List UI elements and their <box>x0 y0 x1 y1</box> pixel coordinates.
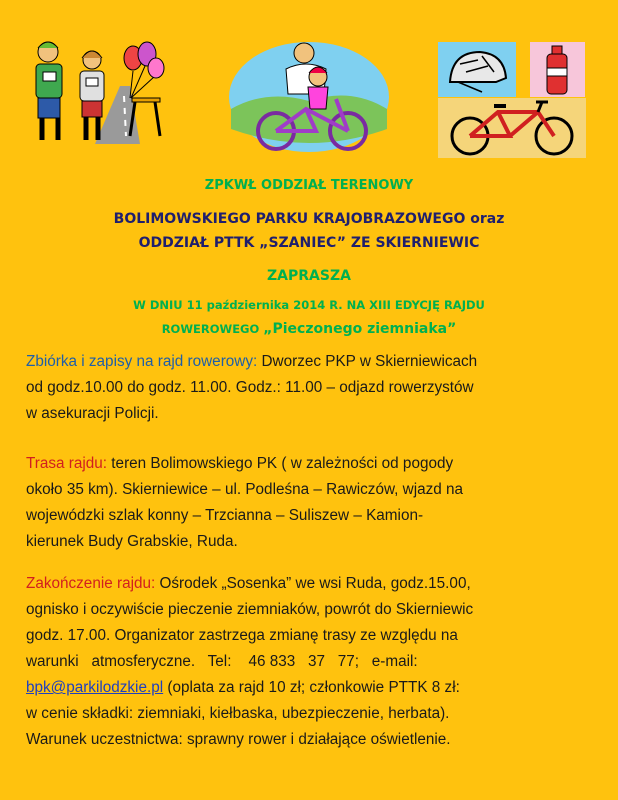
ending-text-7: Warunek uczestnictwa: sprawny rower i działające oświetlenie. <box>26 731 451 748</box>
route-text-2: około 35 km). Skierniewice – ul. Podleśna – Rawiczów, wjazd na <box>26 481 464 498</box>
invitation-heading: ZAPRASZA <box>267 268 351 284</box>
gathering-text-1: Dworzec PKP w Skierniewicach <box>257 353 478 370</box>
ending-text-3: godz. 17.00. Organizator zastrzega zmianę trasy ze względu na <box>26 627 458 644</box>
route-text-4: kierunek Budy Grabskie, Ruda. <box>26 533 238 550</box>
ending-paragraph <box>26 571 600 753</box>
route-paragraph <box>26 451 600 555</box>
gathering-text-3: w asekuracji Policji. <box>26 405 159 422</box>
ending-text-5: (oplata za rajd 10 zł; członkowie PTTK 8 zł: <box>163 679 460 696</box>
bicycle-icon <box>438 98 586 158</box>
organizer-heading: ZPKWŁ ODDZIAŁ TERENOWY <box>204 178 414 193</box>
route-text-3: wojewódzki szlak konny – Trzcianna – Suliszew – Kamion- <box>26 507 424 524</box>
bike-helmet-icon <box>438 42 516 97</box>
event-name-prefix: ROWEROWEGO <box>161 322 264 336</box>
park-name-heading: BOLIMOWSKIEGO PARKU KRAJOBRAZOWEGO oraz <box>113 211 505 227</box>
event-name-heading <box>0 321 618 337</box>
cyclists-with-balloons-illustration <box>0 36 165 144</box>
gathering-text-2: od godz.10.00 do godz. 11.00. Godz.: 11.00 – odjazd rowerzystów <box>26 379 474 396</box>
pttk-branch-heading: ODDZIAŁ PTTK „SZANIEC” ZE SKIERNIEWIC <box>138 235 480 251</box>
event-date-heading: W DNIU 11 października 2014 R. NA XIII EDYCJĘ RAJDU <box>133 298 485 312</box>
ending-text-4: warunki atmosferyczne. Tel: 46 833 37 77; e-mail: <box>26 653 418 670</box>
ending-text-6: w cenie składki: ziemniaki, kiełbaska, ubezpieczenie, herbata). <box>26 705 450 722</box>
route-label: Trasa rajdu: <box>26 455 108 472</box>
gathering-label: Zbiórka i zapisy na rajd rowerowy: <box>26 353 258 370</box>
ending-text-2: ognisko i oczywiście pieczenie ziemniaków, powrót do Skierniewic <box>26 601 474 618</box>
event-name: „Pieczonego ziemniaka” <box>263 321 457 337</box>
email-link[interactable]: bpk@parkilodzkie.pl <box>26 679 164 696</box>
parent-child-cycling-illustration <box>226 39 392 158</box>
route-text-1: teren Bolimowskiego PK ( w zależności od pogody <box>107 455 454 472</box>
ending-text-1: Ośrodek „Sosenka” we wsi Ruda, godz.15.00, <box>155 575 471 592</box>
ending-label: Zakończenie rajdu: <box>26 575 156 592</box>
gathering-paragraph <box>26 349 600 427</box>
water-bottle-icon <box>530 42 585 97</box>
